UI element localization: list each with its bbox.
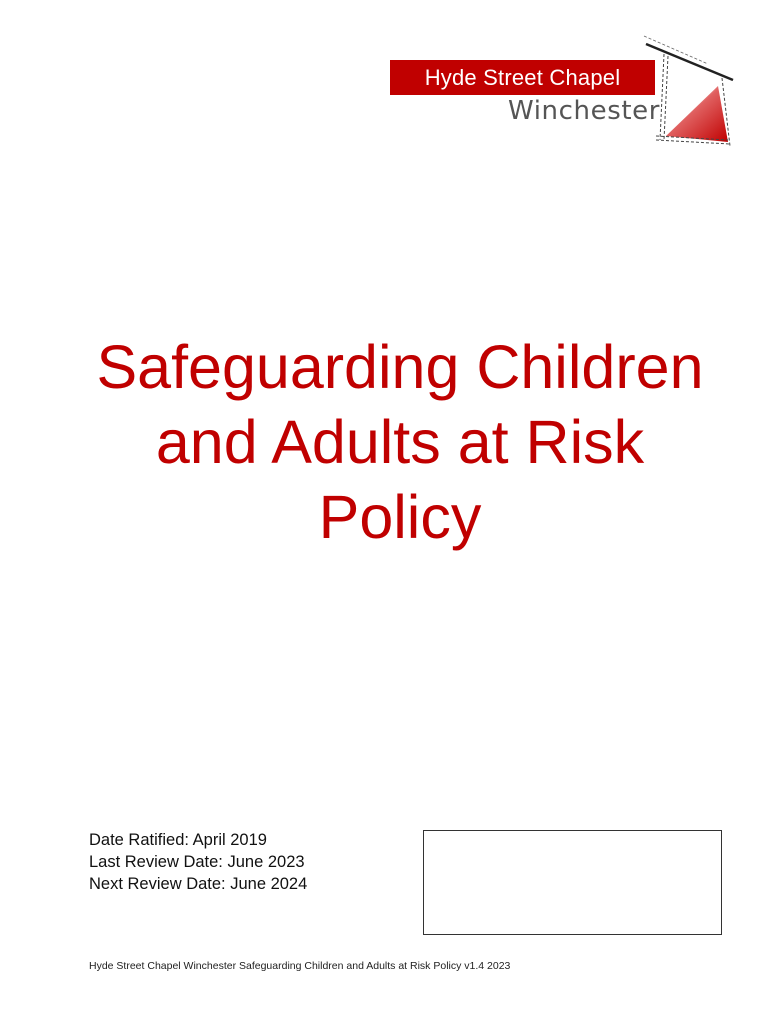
logo-place: Winchester	[508, 96, 661, 126]
document-title	[0, 330, 770, 555]
signature-box	[423, 830, 722, 935]
chapel-logo	[388, 34, 738, 152]
page-footer: Hyde Street Chapel Winchester Safeguarding Children and Adults at Risk Policy v1.4 2023	[89, 960, 511, 972]
date-ratified: Date Ratified: April 2019	[89, 831, 267, 849]
logo-banner: Hyde Street Chapel	[390, 60, 655, 95]
review-dates	[89, 829, 307, 895]
title-line-1: Safeguarding Children	[96, 333, 704, 401]
title-line-3: Policy	[318, 483, 482, 551]
next-review-date: Next Review Date: June 2024	[89, 875, 308, 893]
last-review-date: Last Review Date: June 2023	[89, 853, 305, 871]
title-line-2: and Adults at Risk	[155, 408, 645, 476]
